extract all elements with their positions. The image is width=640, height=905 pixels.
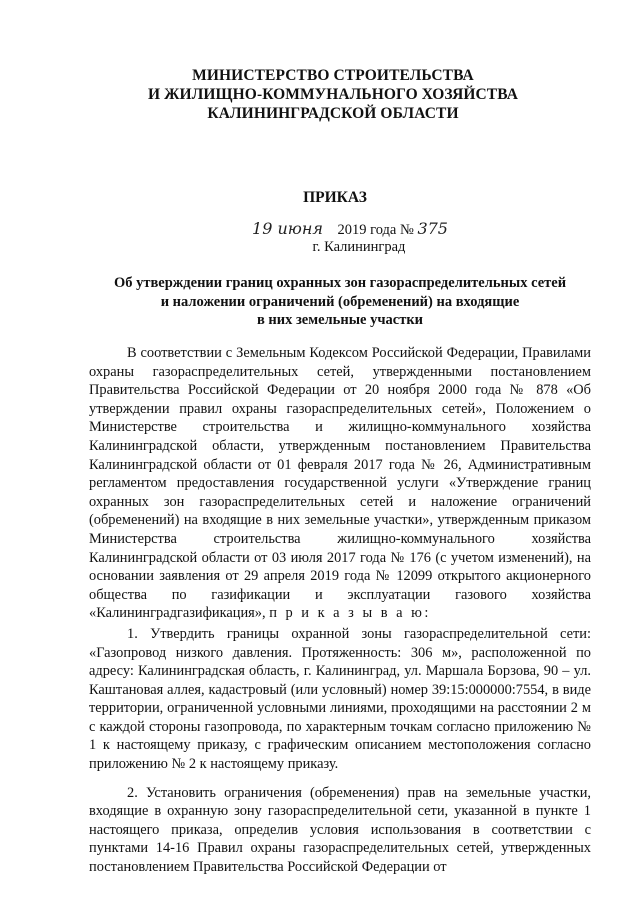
order-title: ПРИКАЗ — [303, 189, 367, 206]
order-body — [89, 344, 591, 877]
order-item-2: 2. Установить ограничения (обременения) прав на земельные участки, входящие в охранную зону газораспределительной сети, указанной в пункте 1 настоящего приказа, определив условия использования в соответствии с пунктами 14-16 Правил охраны газораспределительных сетей, утвержденных постановлением Правительства Российской Федерации от — [89, 784, 591, 876]
preamble-paragraph — [89, 344, 591, 623]
ministry-line-1: МИНИСТЕРСТВО СТРОИТЕЛЬСТВА — [192, 67, 474, 84]
handwritten-order-number: 375 — [417, 219, 448, 238]
order-item-1: 1. Утвердить границы охранной зоны газораспределительной сети: «Газопровод низкого давления. Протяженность: 306 м», расположенной по адресу: Калининградская область, г. Калининград, ул. Маршала Борзова, 90 – ул. Каштановая аллея, кадастровый (или условный) номер 39:15:000000:7554, в виде территории, ограниченной условными линиями, проходящими на расстоянии 2 м с каждой стороны газопровода, по характерным точкам согласно приложению № 1 к настоящему приказу, с графическим описанием местоположения согласно приложению № 2 к настоящему приказу. — [89, 625, 591, 773]
order-date-line — [60, 219, 640, 239]
ministry-line-2: И ЖИЛИЩНО-КОММУНАЛЬНОГО ХОЗЯЙСТВА — [147, 86, 519, 103]
preamble-text: В соответствии с Земельным Кодексом Российской Федерации, Правилами охраны газораспределительных сетей, утвержденными постановлением Правительства Российской Федерации от 20 ноября 2000 года № 878 «Об утверждении правил охраны газораспределительных сетей», Положением о Министерстве строительства и жилищно-коммунального хозяйства Калининградской области, утвержденным постановлением Правительства Калининградской области от 01 февраля 2017 года № 26, Административным регламентом предоставления государственной услуги «Утверждение границ охранных зон газораспределительных сетей и наложение ограничений (обременений) на входящие в них земельные участки», утвержденным приказом Министерства строительства жилищно-коммунального хозяйства Калининградской области от 03 июля 2017 года № 176 (с учетом изменений), на основании заявления от 29 апреля 2019 года № 12099 открытого акционерного общества по газификации и эксплуатации газового хозяйства «Калининградгазификация», — [89, 345, 591, 622]
subject-line-2: и наложении ограничений (обременений) на входящие — [160, 293, 520, 310]
order-year-text: 2019 года № — [337, 222, 414, 238]
handwritten-date: 19 июня — [252, 219, 323, 238]
subject-line-1: Об утверждении границ охранных зон газораспределительных сетей — [113, 275, 567, 291]
order-verb: п р и к а з ы в а ю: — [269, 605, 431, 622]
ministry-line-3: КАЛИНИНГРАДСКОЙ ОБЛАСТИ — [207, 105, 459, 122]
order-city: г. Калининград — [312, 239, 406, 255]
subject-line-3: в них земельные участки — [256, 312, 424, 328]
order-subject — [70, 274, 610, 330]
ministry-header — [0, 66, 640, 123]
